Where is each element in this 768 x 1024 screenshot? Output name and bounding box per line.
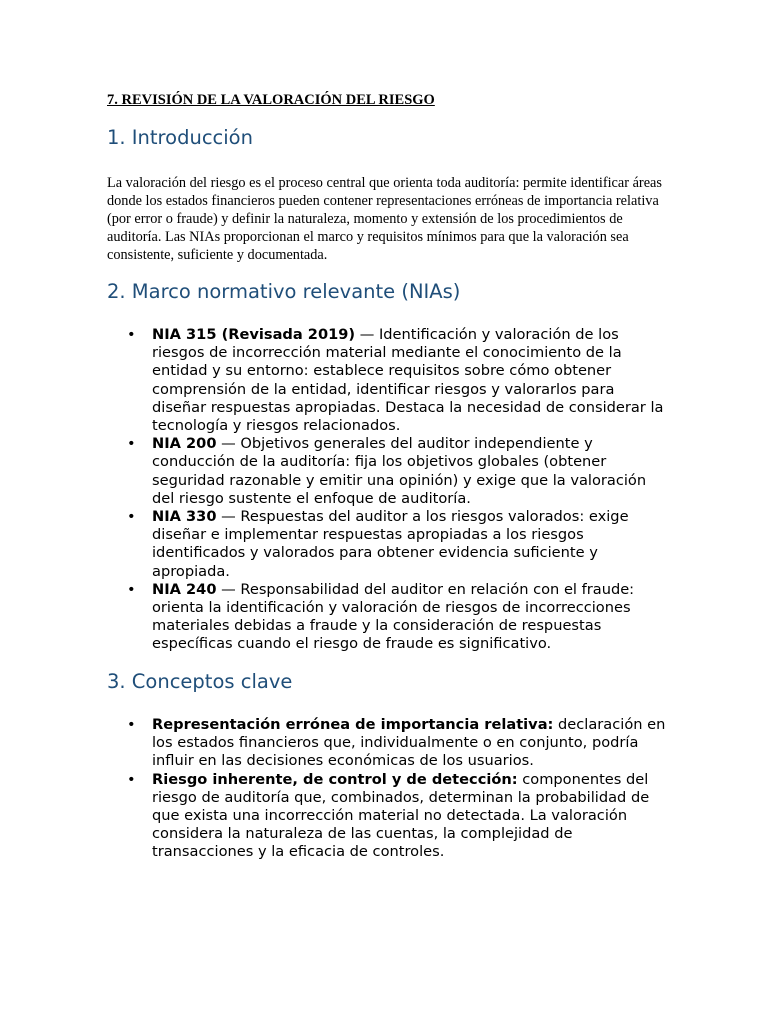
nias-list [107, 326, 667, 654]
bullet-icon: • [127, 508, 136, 526]
section-heading-introduccion: 1. Introducción [107, 126, 253, 149]
bullet-icon: • [127, 770, 136, 788]
list-item-text: declaración en los estados financieros que, individualmente o en conjunto, podría influir en las decisiones económicas de los usuarios. [152, 716, 666, 770]
bullet-icon: • [127, 435, 136, 453]
list-item-term: NIA 330 [152, 508, 217, 526]
list-item-term: NIA 315 (Revisada 2019) [152, 326, 356, 343]
list-item-term: Representación errónea de importancia relativa: [152, 716, 554, 733]
list-item-text: — Objetivos generales del auditor independiente y conducción de la auditoría: fija los objetivos globales (obtener seguridad razonable y emitir una opinión) y exige que la valoración del riesgo sustente el enfoque de auditoría. [152, 435, 647, 507]
section-heading-marco-normativo: 2. Marco normativo relevante (NIAs) [107, 280, 461, 303]
bullet-icon: • [127, 716, 136, 733]
section-heading-conceptos-clave: 3. Conceptos clave [107, 670, 293, 693]
list-item-nia-240 [107, 581, 667, 654]
introduccion-paragraph: La valoración del riesgo es el proceso central que orienta toda auditoría: permite identificar áreas donde los estados financieros pueden contener representaciones erróneas de importancia relativa (por error o fraude) y definir la naturaleza, momento y extensión de los procedimientos de auditoría. Las NIAs proporcionan el marco y requisitos mínimos para que la valoración sea consistente, suficiente y documentada. [107, 175, 662, 263]
list-item-term: NIA 200 [152, 435, 217, 453]
document-title: 7. REVISIÓN DE LA VALORACIÓN DEL RIESGO [107, 92, 435, 108]
list-item-nia-315 [107, 326, 667, 435]
list-item-term: Riesgo inherente, de control y de detección: [152, 770, 518, 788]
list-item-text: componentes del riesgo de auditoría que, combinados, determinan la probabilidad de que exista una incorrección material no detectada. La valoración considera la naturaleza de las cuentas, la complejidad de transacciones y la eficacia de controles. [152, 770, 650, 861]
list-item-text: — Responsabilidad del auditor en relación con el fraude: orienta la identificación y valoración de riesgos de incorrecciones materiales debidas a fraude y la consideración de respuestas específicas cuando el riesgo de fraude es significativo. [152, 580, 635, 653]
list-item-text: — Identificación y valoración de los riesgos de incorrección material mediante el conocimiento de la entidad y su entorno: establece requisitos sobre cómo obtener comprensión de la entidad, identificar riesgos y valorarlos para diseñar respuestas apropiadas. Destaca la necesidad de considerar la tecnología y riesgos relacionados. [152, 326, 664, 435]
bullet-icon: • [127, 580, 136, 598]
list-item-nia-330 [107, 508, 667, 581]
list-item-term: NIA 240 [152, 580, 217, 598]
list-item-text: — Respuestas del auditor a los riesgos valorados: exige diseñar e implementar respuestas apropiadas a los riesgos identificados y valorados para obtener evidencia suficiente y apropiada. [152, 508, 629, 580]
list-item-representacion-erronea [107, 716, 667, 771]
list-item-nia-200 [107, 435, 667, 508]
bullet-icon: • [127, 326, 136, 343]
list-item-riesgo-inherente [107, 771, 667, 862]
conceptos-list [107, 716, 667, 862]
